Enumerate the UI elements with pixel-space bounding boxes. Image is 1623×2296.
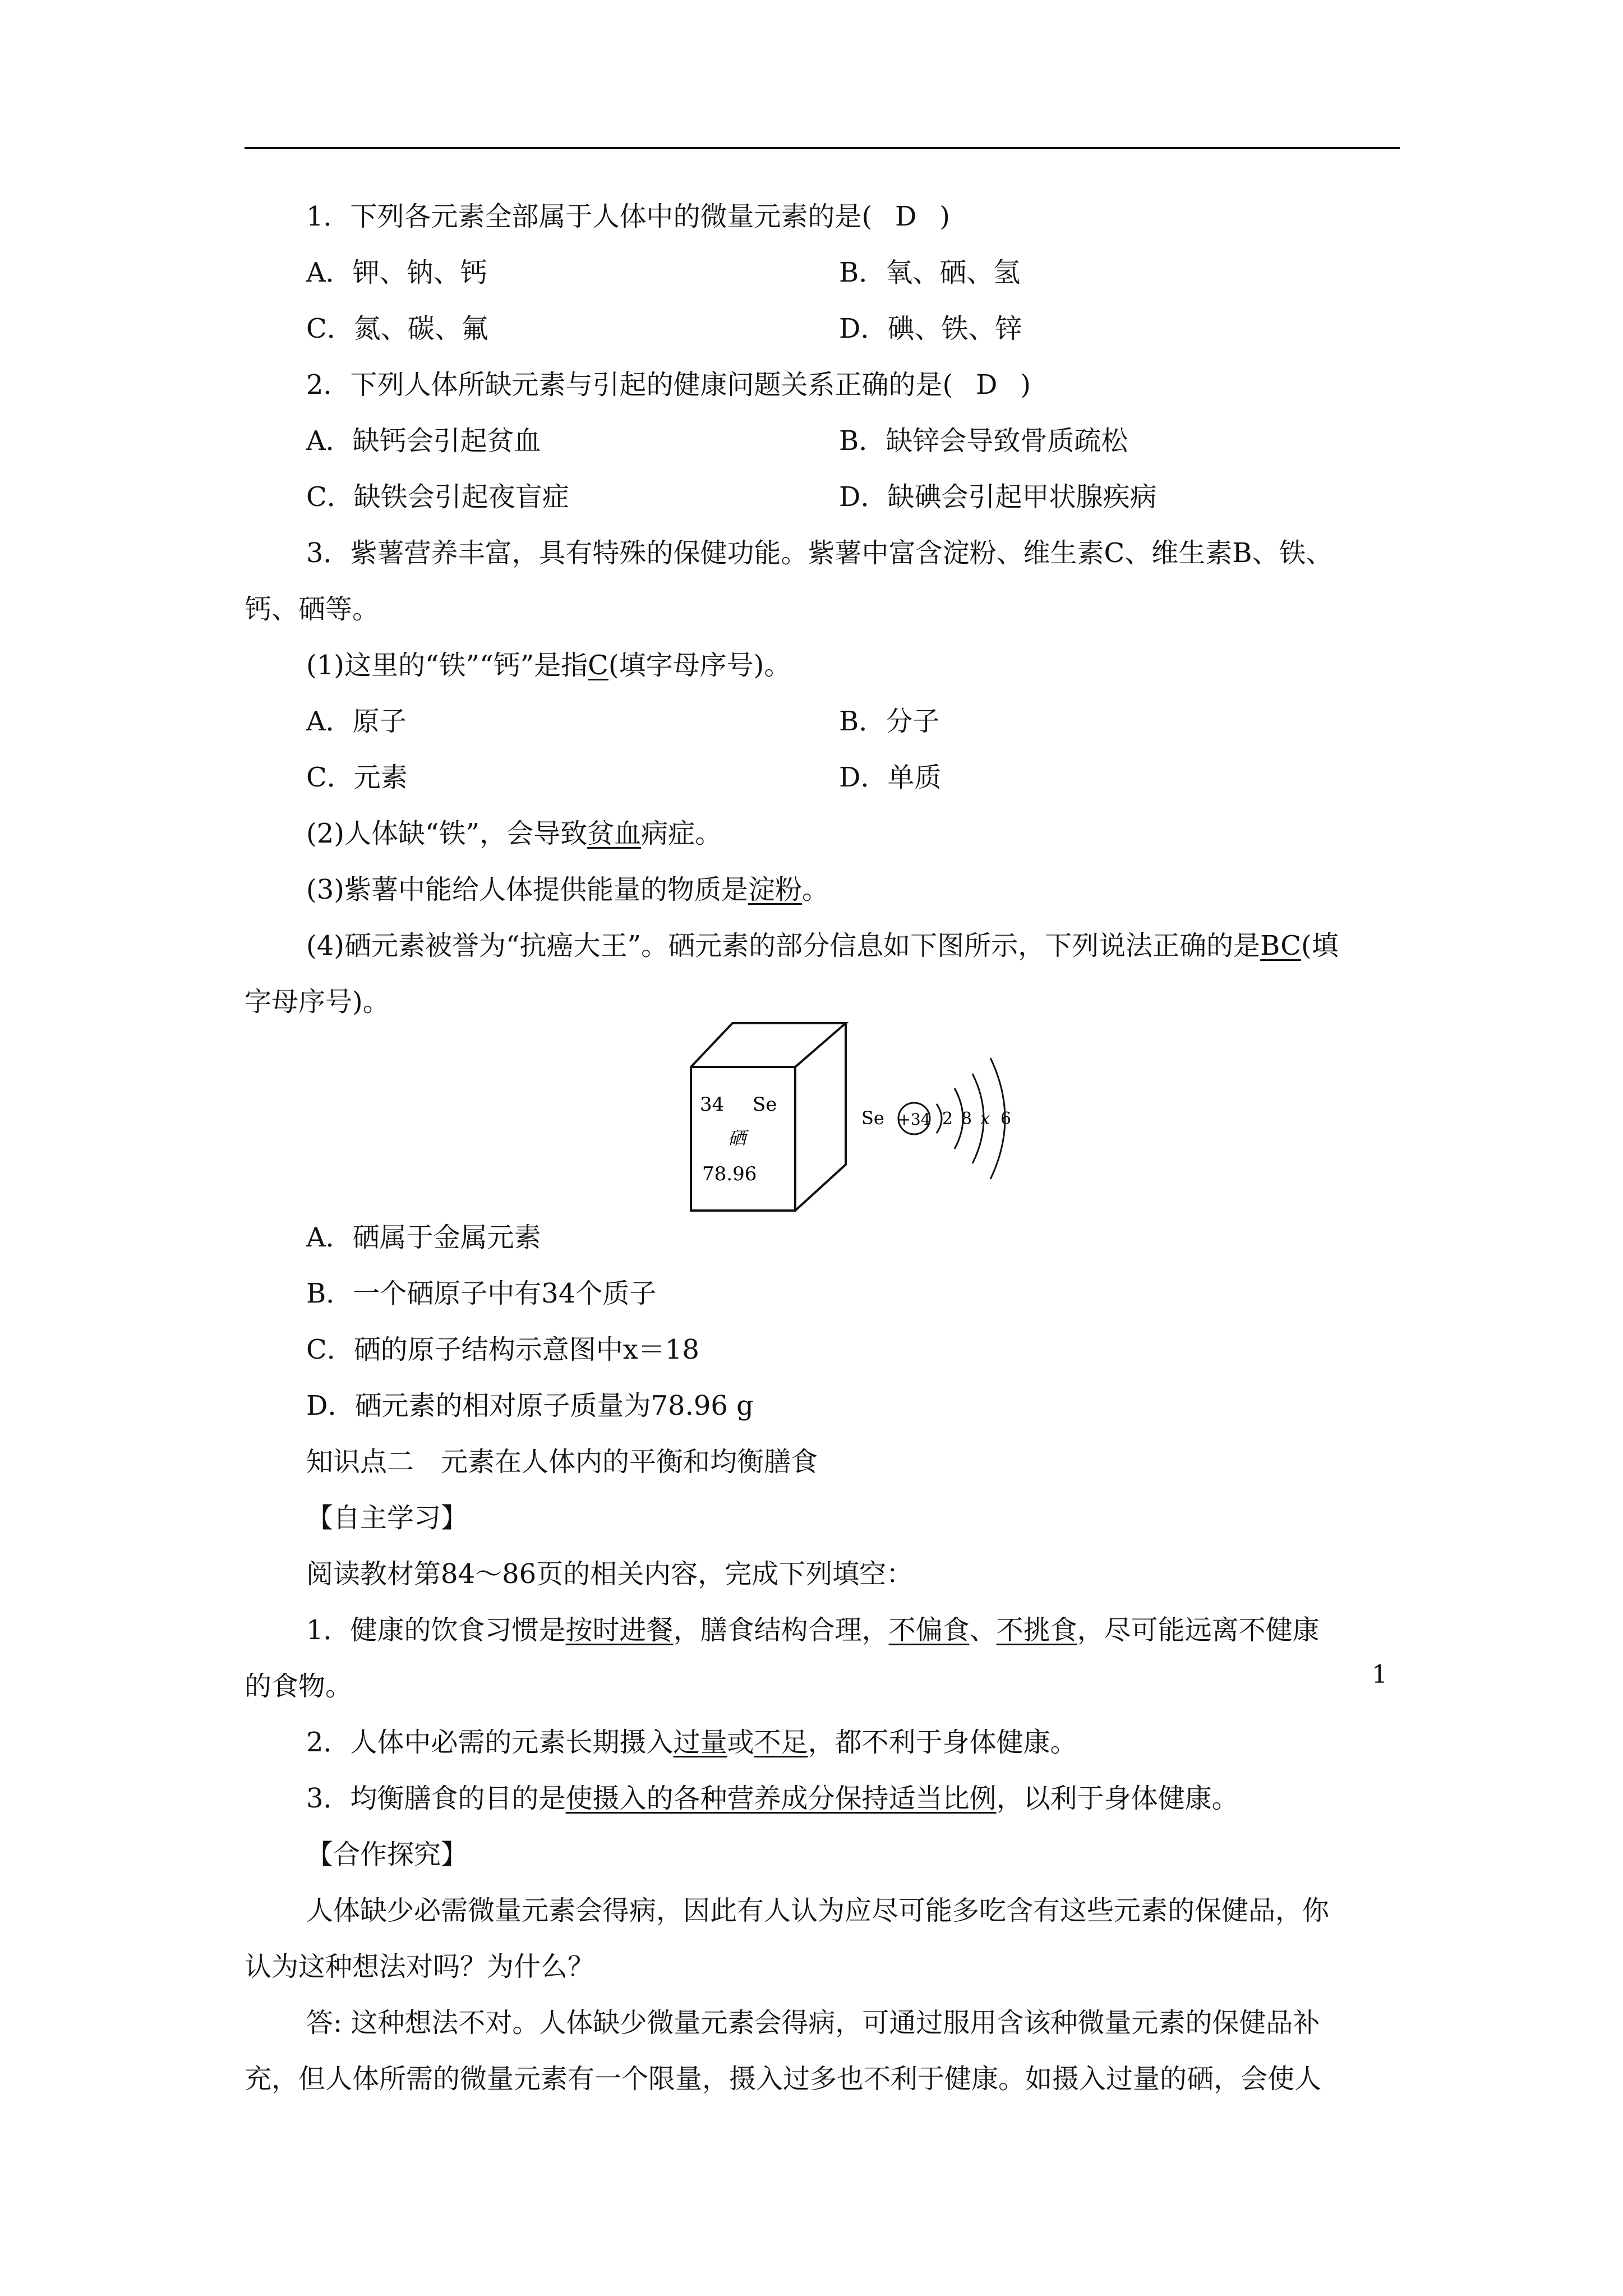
fill2: 2．人体中必需的元素长期摄入过量或不足，都不利于身体健康。 bbox=[306, 1727, 1077, 1758]
inquiry-question-line1: 人体缺少必需微量元素会得病，因此有人认为应尽可能多吃含有这些元素的保健品，你 bbox=[306, 1895, 1330, 1926]
q3-part2: (2)人体缺“铁”，会导致贫血病症。 bbox=[306, 818, 722, 849]
q2-option-c: C．缺铁会引起夜盲症 bbox=[306, 481, 569, 513]
fill2-answer1: 过量 bbox=[673, 1727, 727, 1758]
q3-part4-answer: BC bbox=[1260, 930, 1301, 961]
q3-p1-option-a: A．原子 bbox=[306, 706, 407, 737]
q3-stem-line1: 3．紫薯营养丰富，具有特殊的保健功能。紫薯中富含淀粉、维生素C、维生素B、铁、 bbox=[306, 537, 1333, 569]
q3-part1-answer: C bbox=[588, 650, 608, 681]
self-study-label: 【自主学习】 bbox=[306, 1502, 468, 1534]
fill1-answer2: 不偏食 bbox=[888, 1614, 970, 1646]
q3-p1-option-b: B．分子 bbox=[839, 706, 940, 737]
diagram-symbol: Se bbox=[861, 1107, 884, 1129]
q3-part3-answer: 淀粉 bbox=[748, 874, 803, 905]
reading-instruction: 阅读教材第84～86页的相关内容，完成下列填空： bbox=[306, 1558, 914, 1590]
fill1-answer3: 不挑食 bbox=[996, 1614, 1077, 1646]
fill2-answer2: 不足 bbox=[754, 1727, 808, 1758]
q3-part1: (1)这里的“铁”“钙”是指C(填字母序号)。 bbox=[306, 650, 791, 681]
selenium-figure bbox=[688, 1020, 1024, 1216]
page-number: 1 bbox=[1372, 1660, 1387, 1689]
inquiry-answer-line2: 充，但人体所需的微量元素有一个限量，摄入过多也不利于健康。如摄入过量的硒，会使人 bbox=[245, 2063, 1322, 2095]
inquiry-question-line2: 认为这种想法对吗？为什么？ bbox=[245, 1951, 595, 1982]
q3-p4-option-d: D．硒元素的相对原子质量为78.96 g bbox=[306, 1390, 754, 1421]
q3-part4-line1: (4)硒元素被誉为“抗癌大王”。硒元素的部分信息如下图所示，下列说法正确的是BC(填 bbox=[306, 930, 1339, 961]
q2-option-b: B．缺锌会导致骨质疏松 bbox=[839, 425, 1128, 457]
q3-stem-line2: 钙、硒等。 bbox=[245, 593, 380, 625]
atomic-number: 34 bbox=[700, 1093, 725, 1116]
q3-part3: (3)紫薯中能给人体提供能量的物质是淀粉。 bbox=[306, 874, 829, 905]
fill3: 3．均衡膳食的目的是使摄入的各种营养成分保持适当比例，以利于身体健康。 bbox=[306, 1783, 1239, 1814]
q3-p1-option-c: C．元素 bbox=[306, 762, 408, 793]
q3-part2-answer: 贫血 bbox=[587, 818, 642, 849]
shell-arc-1 bbox=[937, 1104, 942, 1133]
q1-option-b: B．氧、硒、氢 bbox=[839, 257, 1021, 288]
q1-option-d: D．碘、铁、锌 bbox=[839, 313, 1022, 344]
q3-p1-option-d: D．单质 bbox=[839, 762, 942, 793]
cooperative-label: 【合作探究】 bbox=[306, 1839, 468, 1870]
inquiry-answer-line1: 答: 这种想法不对。人体缺少微量元素会得病，可通过服用含该种微量元素的保健品补 bbox=[306, 2007, 1320, 2039]
q2-option-d: D．缺碘会引起甲状腺疾病 bbox=[839, 481, 1157, 513]
fill1-line1: 1．健康的饮食习惯是按时进餐，膳食结构合理，不偏食、不挑食，尽可能远离不健康 bbox=[306, 1614, 1320, 1646]
fill1-line2: 的食物。 bbox=[245, 1671, 353, 1702]
element-name: 硒 bbox=[728, 1128, 746, 1149]
shell-count-3: x bbox=[980, 1109, 990, 1129]
q1-stem: 1．下列各元素全部属于人体中的微量元素的是( D ) bbox=[306, 201, 951, 232]
q3-p4-option-b: B．一个硒原子中有34个质子 bbox=[306, 1278, 657, 1309]
shell-count-2: 8 bbox=[961, 1109, 972, 1129]
q1-option-c: C．氮、碳、氟 bbox=[306, 313, 488, 344]
shell-count-4: 6 bbox=[1000, 1109, 1012, 1129]
element-symbol: Se bbox=[753, 1093, 777, 1116]
fill1-answer1: 按时进餐 bbox=[565, 1614, 674, 1646]
atomic-mass: 78.96 bbox=[702, 1163, 757, 1185]
fill3-answer: 使摄入的各种营养成分保持适当比例 bbox=[565, 1783, 997, 1814]
header-rule bbox=[245, 147, 1400, 149]
shell-count-1: 2 bbox=[942, 1109, 953, 1129]
section2-heading: 知识点二 元素在人体内的平衡和均衡膳食 bbox=[306, 1446, 818, 1478]
q2-stem: 2．下列人体所缺元素与引起的健康问题关系正确的是( D ) bbox=[306, 369, 1031, 401]
q3-part4-line2: 字母序号)。 bbox=[245, 986, 390, 1018]
q3-p4-option-a: A．硒属于金属元素 bbox=[306, 1222, 541, 1253]
q1-option-a: A．钾、钠、钙 bbox=[306, 257, 487, 288]
q2-option-a: A．缺钙会引起贫血 bbox=[306, 425, 541, 457]
q3-p4-option-c: C．硒的原子结构示意图中x＝18 bbox=[306, 1334, 699, 1365]
nucleus-charge: +34 bbox=[897, 1110, 931, 1129]
